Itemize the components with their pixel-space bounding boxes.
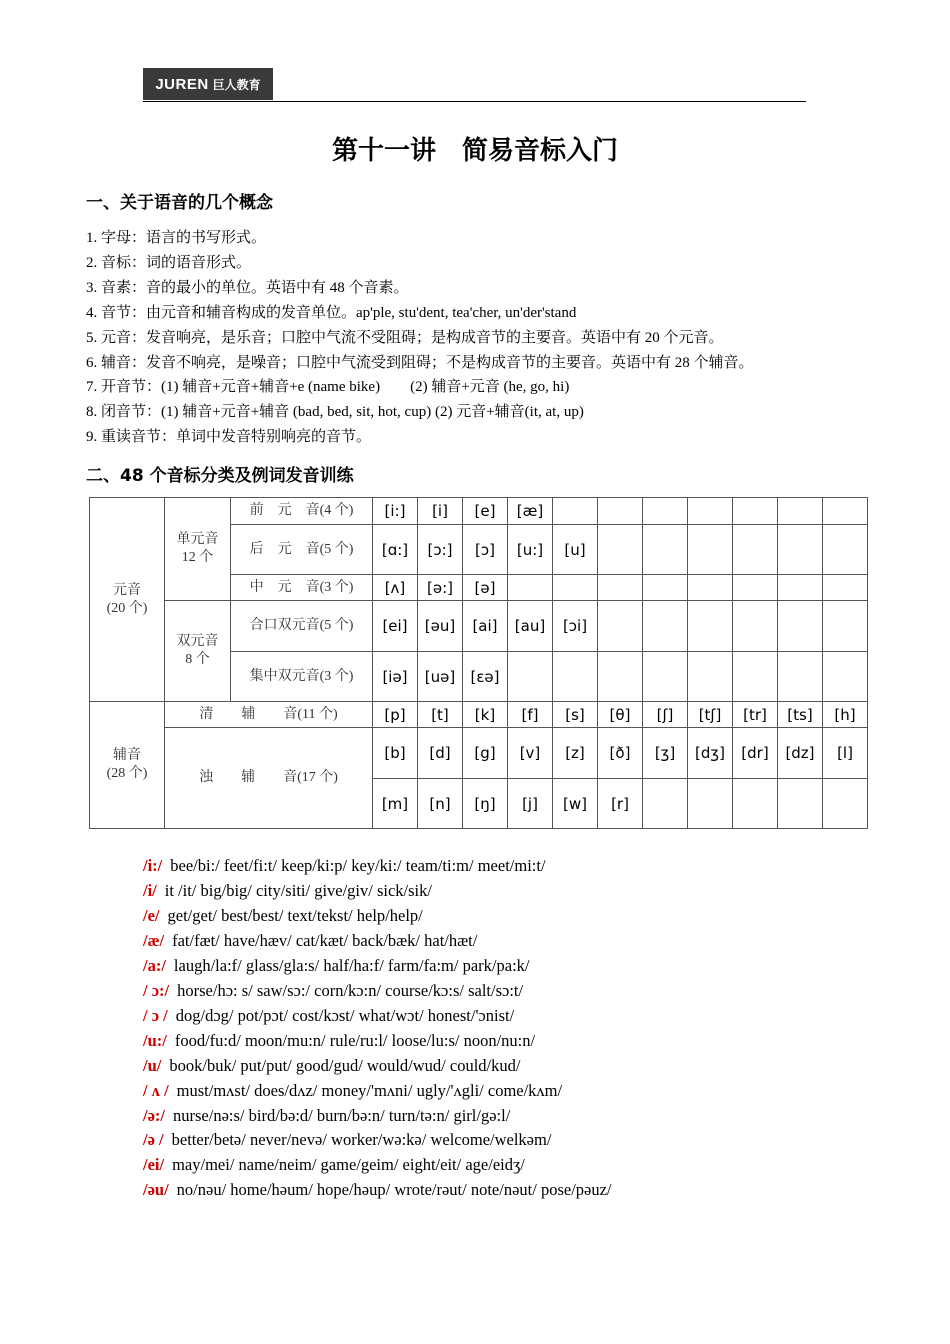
- example-words: dog/dɔg/ pot/pɔt/ cost/kɔst/ what/wɔt/ honest/'ɔnist/: [175, 1005, 515, 1025]
- concept-list: [86, 226, 754, 450]
- empty-cell: [598, 525, 643, 575]
- monophthong-group-cell: [165, 498, 231, 601]
- phonetic-symbol: [dʒ]: [688, 728, 733, 779]
- empty-cell: [823, 525, 868, 575]
- phonetic-symbol: [ə]: [463, 575, 508, 601]
- concept-item: 8. 闭音节：(1) 辅音+元音+辅音 (bad, bed, sit, hot, cup) (2) 元音+辅音(it, at, up): [86, 404, 584, 421]
- phonetic-symbol: [p]: [373, 702, 418, 728]
- phonetic-symbol: [e]: [463, 498, 508, 525]
- phonetic-symbol: [au]: [508, 601, 553, 652]
- mid-vowel-label: 中 元 音(3 个): [231, 575, 373, 601]
- consonants-group-count: (28 个): [106, 766, 148, 781]
- empty-cell: [553, 575, 598, 601]
- example-words: get/get/ best/best/ text/tekst/ help/help/: [167, 905, 423, 925]
- empty-cell: [823, 498, 868, 525]
- phonetic-symbol: [ɑ:]: [373, 525, 418, 575]
- phonetic-symbol: [iə]: [373, 652, 418, 702]
- phoneme-label: /i:/: [143, 856, 163, 875]
- voiceless-consonant-label: 清 辅 音(11 个): [165, 702, 373, 728]
- empty-cell: [733, 575, 778, 601]
- phonetic-symbol: [i:]: [373, 498, 418, 525]
- example-words: food/fu:d/ moon/mu:n/ rule/ru:l/ loose/lu:s/ noon/nu:n/: [174, 1030, 536, 1050]
- example-words: bee/bi:/ feet/fi:t/ keep/ki:p/ key/ki:/ team/ti:m/ meet/mi:t/: [170, 856, 546, 875]
- phonetic-symbol: [j]: [508, 779, 553, 829]
- phonetic-symbol: [v]: [508, 728, 553, 779]
- section-heading-concepts: 一、关于语音的几个概念: [86, 193, 273, 213]
- phonetic-symbol: [dr]: [733, 728, 778, 779]
- empty-cell: [598, 652, 643, 702]
- phoneme-label: /ei/: [143, 1155, 165, 1175]
- concept-item: 6. 辅音：发音不响亮，是噪音；口腔中气流受到阻碍；不是构成音节的主要音。英语中有 28 个辅音。: [86, 354, 754, 371]
- phoneme-label: /a:/: [143, 955, 166, 975]
- example-row: [143, 1153, 612, 1178]
- concept-item: 5. 元音：发音响亮，是乐音；口腔中气流不受阻碍；是构成音节的主要音。英语中有 20 个元音。: [86, 329, 724, 346]
- example-row: [143, 1128, 612, 1153]
- empty-cell: [778, 779, 823, 829]
- example-words: horse/hɔ: s/ saw/sɔ:/ corn/kɔ:n/ course/kɔ:s/ salt/sɔ:t/: [177, 980, 524, 1000]
- example-row: [143, 929, 612, 954]
- phoneme-label: / ɔ /: [143, 1005, 168, 1025]
- example-row: [143, 1029, 612, 1054]
- phonetic-symbol: [dz]: [778, 728, 823, 779]
- empty-cell: [598, 601, 643, 652]
- section-heading-phonetics: 二、48 个音标分类及例词发音训练: [86, 466, 354, 486]
- concept-item: 3. 音素：音的最小的单位。英语中有 48 个音素。: [86, 279, 409, 296]
- empty-cell: [778, 601, 823, 652]
- phoneme-label: /u:/: [143, 1030, 167, 1050]
- empty-cell: [688, 779, 733, 829]
- example-row: [143, 1004, 612, 1029]
- example-words: laugh/la:f/ glass/gla:s/ half/ha:f/ farm/fa:m/ park/pa:k/: [173, 955, 530, 975]
- phonetic-symbol: [w]: [553, 779, 598, 829]
- empty-cell: [643, 498, 688, 525]
- empty-cell: [643, 575, 688, 601]
- empty-cell: [643, 779, 688, 829]
- phonetic-symbol: [ei]: [373, 601, 418, 652]
- example-words: better/betə/ never/nevə/ worker/wə:kə/ welcome/welkəm/: [171, 1130, 552, 1150]
- empty-cell: [508, 575, 553, 601]
- phonetic-symbol: [b]: [373, 728, 418, 779]
- empty-cell: [643, 525, 688, 575]
- empty-cell: [598, 498, 643, 525]
- phoneme-label: /i/: [143, 880, 157, 900]
- empty-cell: [508, 652, 553, 702]
- phonetic-symbol: [æ]: [508, 498, 553, 525]
- empty-cell: [733, 525, 778, 575]
- vowels-group-count: (20 个): [106, 600, 148, 616]
- example-row: [143, 1054, 612, 1079]
- phoneme-label: /ə:/: [143, 1105, 165, 1125]
- vowels-group-cell: [90, 498, 165, 702]
- concept-item: 9. 重读音节：单词中发音特别响亮的音节。: [86, 429, 372, 446]
- empty-cell: [688, 575, 733, 601]
- phonetic-symbol: [i]: [418, 498, 463, 525]
- front-vowel-label: 前 元 音(4 个): [231, 498, 373, 525]
- example-row: [143, 979, 612, 1004]
- phoneme-label: /əu/: [143, 1180, 169, 1200]
- example-words: it /it/ big/big/ city/siti/ give/giv/ sick/sik/: [164, 880, 432, 900]
- example-row: [143, 854, 612, 879]
- closing-diphthong-label: 合口双元音(5 个): [231, 601, 373, 652]
- empty-cell: [778, 575, 823, 601]
- empty-cell: [643, 601, 688, 652]
- phonetic-symbol: [ʒ]: [643, 728, 688, 779]
- empty-cell: [823, 652, 868, 702]
- example-row: [143, 1178, 612, 1203]
- empty-cell: [823, 575, 868, 601]
- centering-diphthong-label: 集中双元音(3 个): [231, 652, 373, 702]
- concept-item: 7. 开音节：(1) 辅音+元音+辅音+e (name bike) (2) 辅音+元音 (he, go, hi): [86, 379, 570, 396]
- empty-cell: [823, 601, 868, 652]
- empty-cell: [778, 498, 823, 525]
- monophthong-label: 单元音: [176, 532, 219, 547]
- logo-chinese-name: 巨人教育: [212, 77, 261, 92]
- phonetic-symbol: [f]: [508, 702, 553, 728]
- back-vowel-label: 后 元 音(5 个): [231, 525, 373, 575]
- phoneme-label: /u/: [143, 1055, 162, 1075]
- phonetic-symbol: [ʌ]: [373, 575, 418, 601]
- phonetic-symbol: [n]: [418, 779, 463, 829]
- empty-cell: [823, 779, 868, 829]
- phonetic-symbol: [əu]: [418, 601, 463, 652]
- phonetic-symbol: [ɔi]: [553, 601, 598, 652]
- phonetic-symbol: [tʃ]: [688, 702, 733, 728]
- diphthong-count: 8 个: [185, 652, 210, 667]
- example-row: [143, 954, 612, 979]
- example-word-list: [143, 854, 612, 1203]
- phoneme-label: / ɔ:/: [143, 980, 170, 1000]
- phoneme-label: /æ/: [143, 930, 165, 950]
- diphthong-label: 双元音: [176, 634, 219, 649]
- phonetic-symbol-table: [89, 497, 868, 829]
- logo-brand: JUREN: [155, 75, 209, 93]
- empty-cell: [688, 601, 733, 652]
- example-words: fat/fæt/ have/hæv/ cat/kæt/ back/bæk/ hat/hæt/: [172, 930, 478, 950]
- phonetic-symbol: [uə]: [418, 652, 463, 702]
- example-row: [143, 904, 612, 929]
- phonetic-symbol: [l]: [823, 728, 868, 779]
- empty-cell: [778, 652, 823, 702]
- page-title: 第十一讲 简易音标入门: [331, 136, 618, 166]
- example-words: nurse/nə:s/ bird/bə:d/ burn/bə:n/ turn/tə:n/ girl/gə:l/: [173, 1105, 511, 1125]
- voiced-consonant-label: 浊 辅 音(17 个): [165, 728, 373, 829]
- phonetic-symbol: [u]: [553, 525, 598, 575]
- phonetic-symbol: [ð]: [598, 728, 643, 779]
- monophthong-count: 12 个: [181, 550, 214, 565]
- phoneme-label: / ʌ /: [143, 1080, 169, 1100]
- phonetic-symbol: [ŋ]: [463, 779, 508, 829]
- phonetic-symbol: [k]: [463, 702, 508, 728]
- empty-cell: [598, 575, 643, 601]
- concept-item: 4. 音节：由元音和辅音构成的发音单位。ap'ple, stu'dent, tea'cher, un'der'stand: [86, 304, 577, 321]
- phonetic-symbol: [g]: [463, 728, 508, 779]
- example-words: must/mʌst/ does/dʌz/ money/'mʌni/ ugly/'ʌgli/ come/kʌm/: [176, 1080, 563, 1100]
- phoneme-label: /e/: [143, 905, 160, 925]
- phonetic-symbol: [tr]: [733, 702, 778, 728]
- empty-cell: [688, 525, 733, 575]
- vowels-group-label: 元音: [113, 582, 141, 598]
- header-rule: [143, 101, 806, 102]
- consonants-group-label: 辅音: [113, 748, 141, 763]
- phonetic-symbol: [t]: [418, 702, 463, 728]
- phonetic-symbol: [ə:]: [418, 575, 463, 601]
- phonetic-symbol: [s]: [553, 702, 598, 728]
- empty-cell: [733, 779, 778, 829]
- phonetic-symbol: [u:]: [508, 525, 553, 575]
- phonetic-symbol: [εə]: [463, 652, 508, 702]
- empty-cell: [733, 601, 778, 652]
- example-words: no/nəu/ home/həum/ hope/həup/ wrote/rəut/ note/nəut/ pose/pəuz/: [176, 1180, 612, 1200]
- phonetic-symbol: [ai]: [463, 601, 508, 652]
- concept-item: 2. 音标：词的语音形式。: [86, 254, 252, 271]
- phonetic-symbol: [ɔ:]: [418, 525, 463, 575]
- example-row: [143, 879, 612, 904]
- consonants-group-cell: [90, 702, 165, 829]
- phonetic-symbol: [θ]: [598, 702, 643, 728]
- example-row: [143, 1104, 612, 1129]
- empty-cell: [733, 498, 778, 525]
- phonetic-symbol: [ts]: [778, 702, 823, 728]
- juren-logo: [143, 68, 273, 100]
- empty-cell: [688, 652, 733, 702]
- phoneme-label: /ə /: [143, 1130, 164, 1150]
- phonetic-symbol: [ʃ]: [643, 702, 688, 728]
- empty-cell: [553, 498, 598, 525]
- phonetic-symbol: [d]: [418, 728, 463, 779]
- phonetic-symbol: [m]: [373, 779, 418, 829]
- example-words: may/mei/ name/neim/ game/geim/ eight/eit/ age/eidʒ/: [172, 1155, 525, 1175]
- phonetic-symbol: [z]: [553, 728, 598, 779]
- example-words: book/buk/ put/put/ good/gud/ would/wud/ could/kud/: [169, 1055, 521, 1075]
- concept-item: 1. 字母：语言的书写形式。: [86, 230, 267, 246]
- empty-cell: [553, 652, 598, 702]
- phonetic-symbol: [h]: [823, 702, 868, 728]
- phonetic-symbol: [ɔ]: [463, 525, 508, 575]
- diphthong-group-cell: [165, 601, 231, 702]
- phonetic-symbol: [r]: [598, 779, 643, 829]
- empty-cell: [733, 652, 778, 702]
- empty-cell: [643, 652, 688, 702]
- empty-cell: [778, 525, 823, 575]
- example-row: [143, 1079, 612, 1104]
- empty-cell: [688, 498, 733, 525]
